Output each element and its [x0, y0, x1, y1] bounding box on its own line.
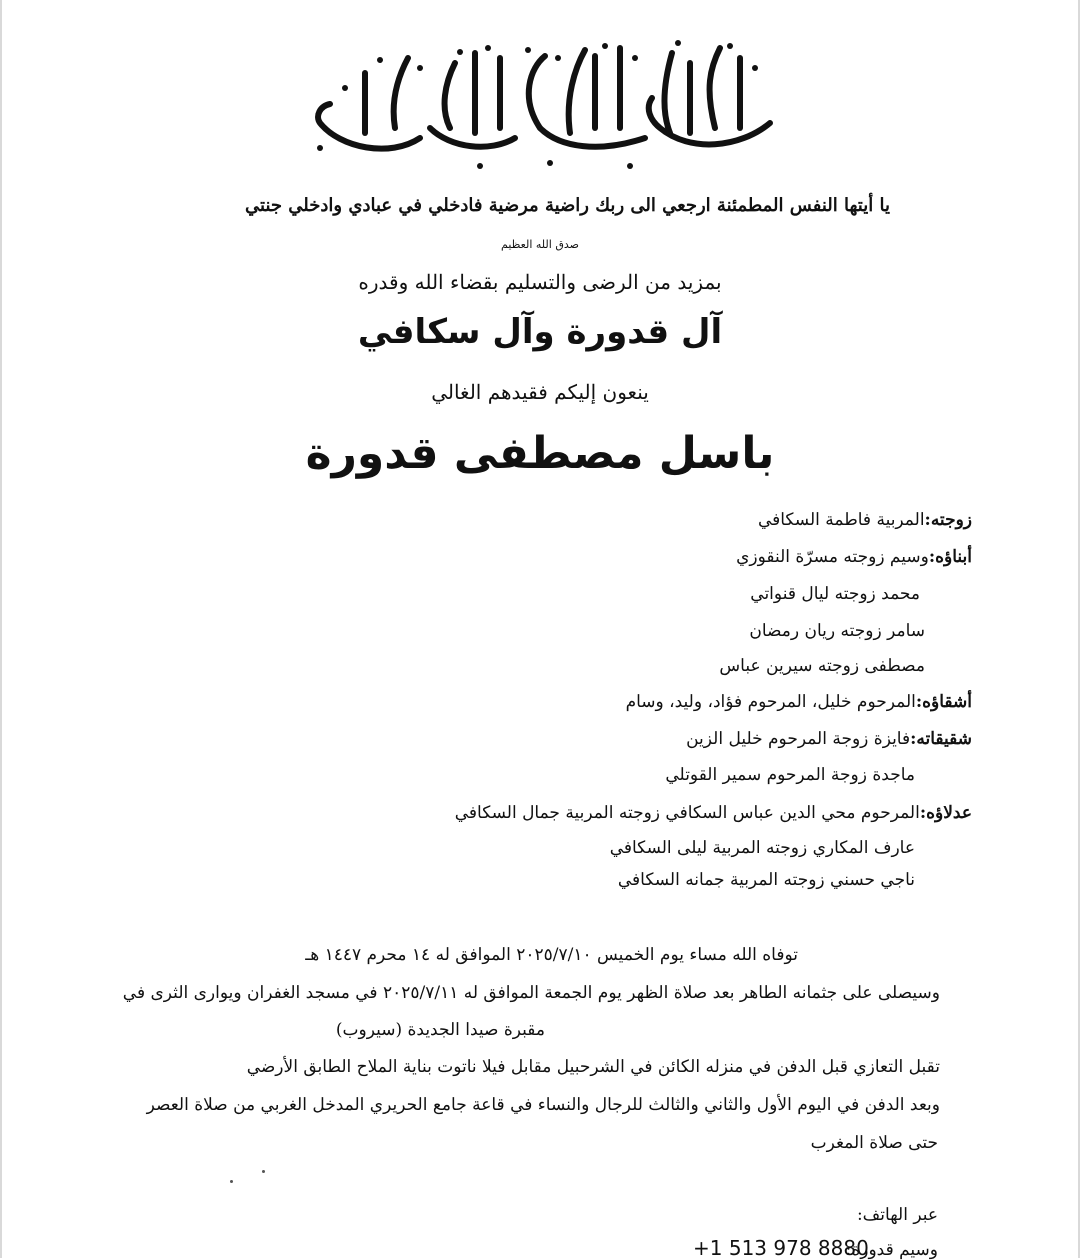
- prayer-line: وسيصلى على جثمانه الطاهر بعد صلاة الظهر يوم الجمعة الموافق له ٢٠٢٥/٧/١١ في مسجد الغفران ويوارى الثرى في: [122, 983, 940, 1003]
- acceptance-line: بمزيد من الرضى والتسليم بقضاء الله وقدره: [358, 270, 722, 294]
- relative-line: زوجته:المربية فاطمة السكافي: [757, 510, 972, 530]
- cemetery-line: مقبرة صيدا الجديدة (سيروب): [335, 1020, 545, 1040]
- relative-line: أشقاؤه:المرحوم خليل، المرحوم فؤاد، وليد، وسام: [625, 692, 972, 712]
- condolences-before-line: تقبل التعازي قبل الدفن في منزله الكائن في الشرحبيل مقابل فيلا ناتوت بناية الملاح الطابق الأرضي: [246, 1057, 940, 1077]
- relative-line: عارف المكاري زوجته المربية ليلى السكافي: [609, 838, 915, 858]
- speck: [262, 1170, 265, 1173]
- relative-line: محمد زوجته ليال قنواتي: [750, 584, 920, 604]
- families-line: آل قدورة وآل سكافي: [357, 312, 723, 352]
- relative-line: شقيقاته:فايزة زوجة المرحوم خليل الزين: [686, 729, 972, 749]
- relative-line: ماجدة زوجة المرحوم سمير القوتلي: [665, 765, 915, 785]
- mourning-line: ينعون إليكم فقيدهم الغالي: [431, 380, 649, 404]
- verse-attribution: صدق الله العظيم: [501, 238, 579, 251]
- phone-label: عبر الهاتف:: [856, 1205, 938, 1225]
- death-date-line: توفاه الله مساء يوم الخميس ٢٠٢٥/٧/١٠ الموافق له ١٤ محرم ١٤٤٧ هـ: [305, 945, 798, 965]
- relative-line: عدلاؤه:المرحوم محي الدين عباس السكافي زوجته المربية جمال السكافي: [454, 803, 972, 823]
- relative-line: أبناؤه:وسيم زوجته مسرّة النقوزي: [736, 547, 972, 567]
- condolences-after-line: وبعد الدفن في اليوم الأول والثاني والثالث للرجال والنساء في قاعة جامع الحريري المدخل الغربي من صلاة العصر: [146, 1095, 940, 1115]
- relative-line: ناجي حسني زوجته المربية جمانه السكافي: [617, 870, 915, 890]
- deceased-name: باسل مصطفى قدورة: [305, 428, 775, 479]
- quran-verse: يا أيتها النفس المطمئنة ارجعي الى ربك راضية مرضية فادخلي في عبادي وادخلي جنتي: [245, 195, 890, 216]
- calligraphy-header: [300, 28, 790, 178]
- until-line: حتى صلاة المغرب: [810, 1133, 938, 1153]
- relative-line: مصطفى زوجته سيرين عباس: [719, 656, 925, 676]
- phone-number[interactable]: +1 513 978 8880: [693, 1236, 869, 1260]
- relative-line: سامر زوجته ريان رمضان: [749, 621, 925, 641]
- phone-contact-label: وسيم قدورة:: [845, 1240, 938, 1260]
- speck: [230, 1180, 233, 1183]
